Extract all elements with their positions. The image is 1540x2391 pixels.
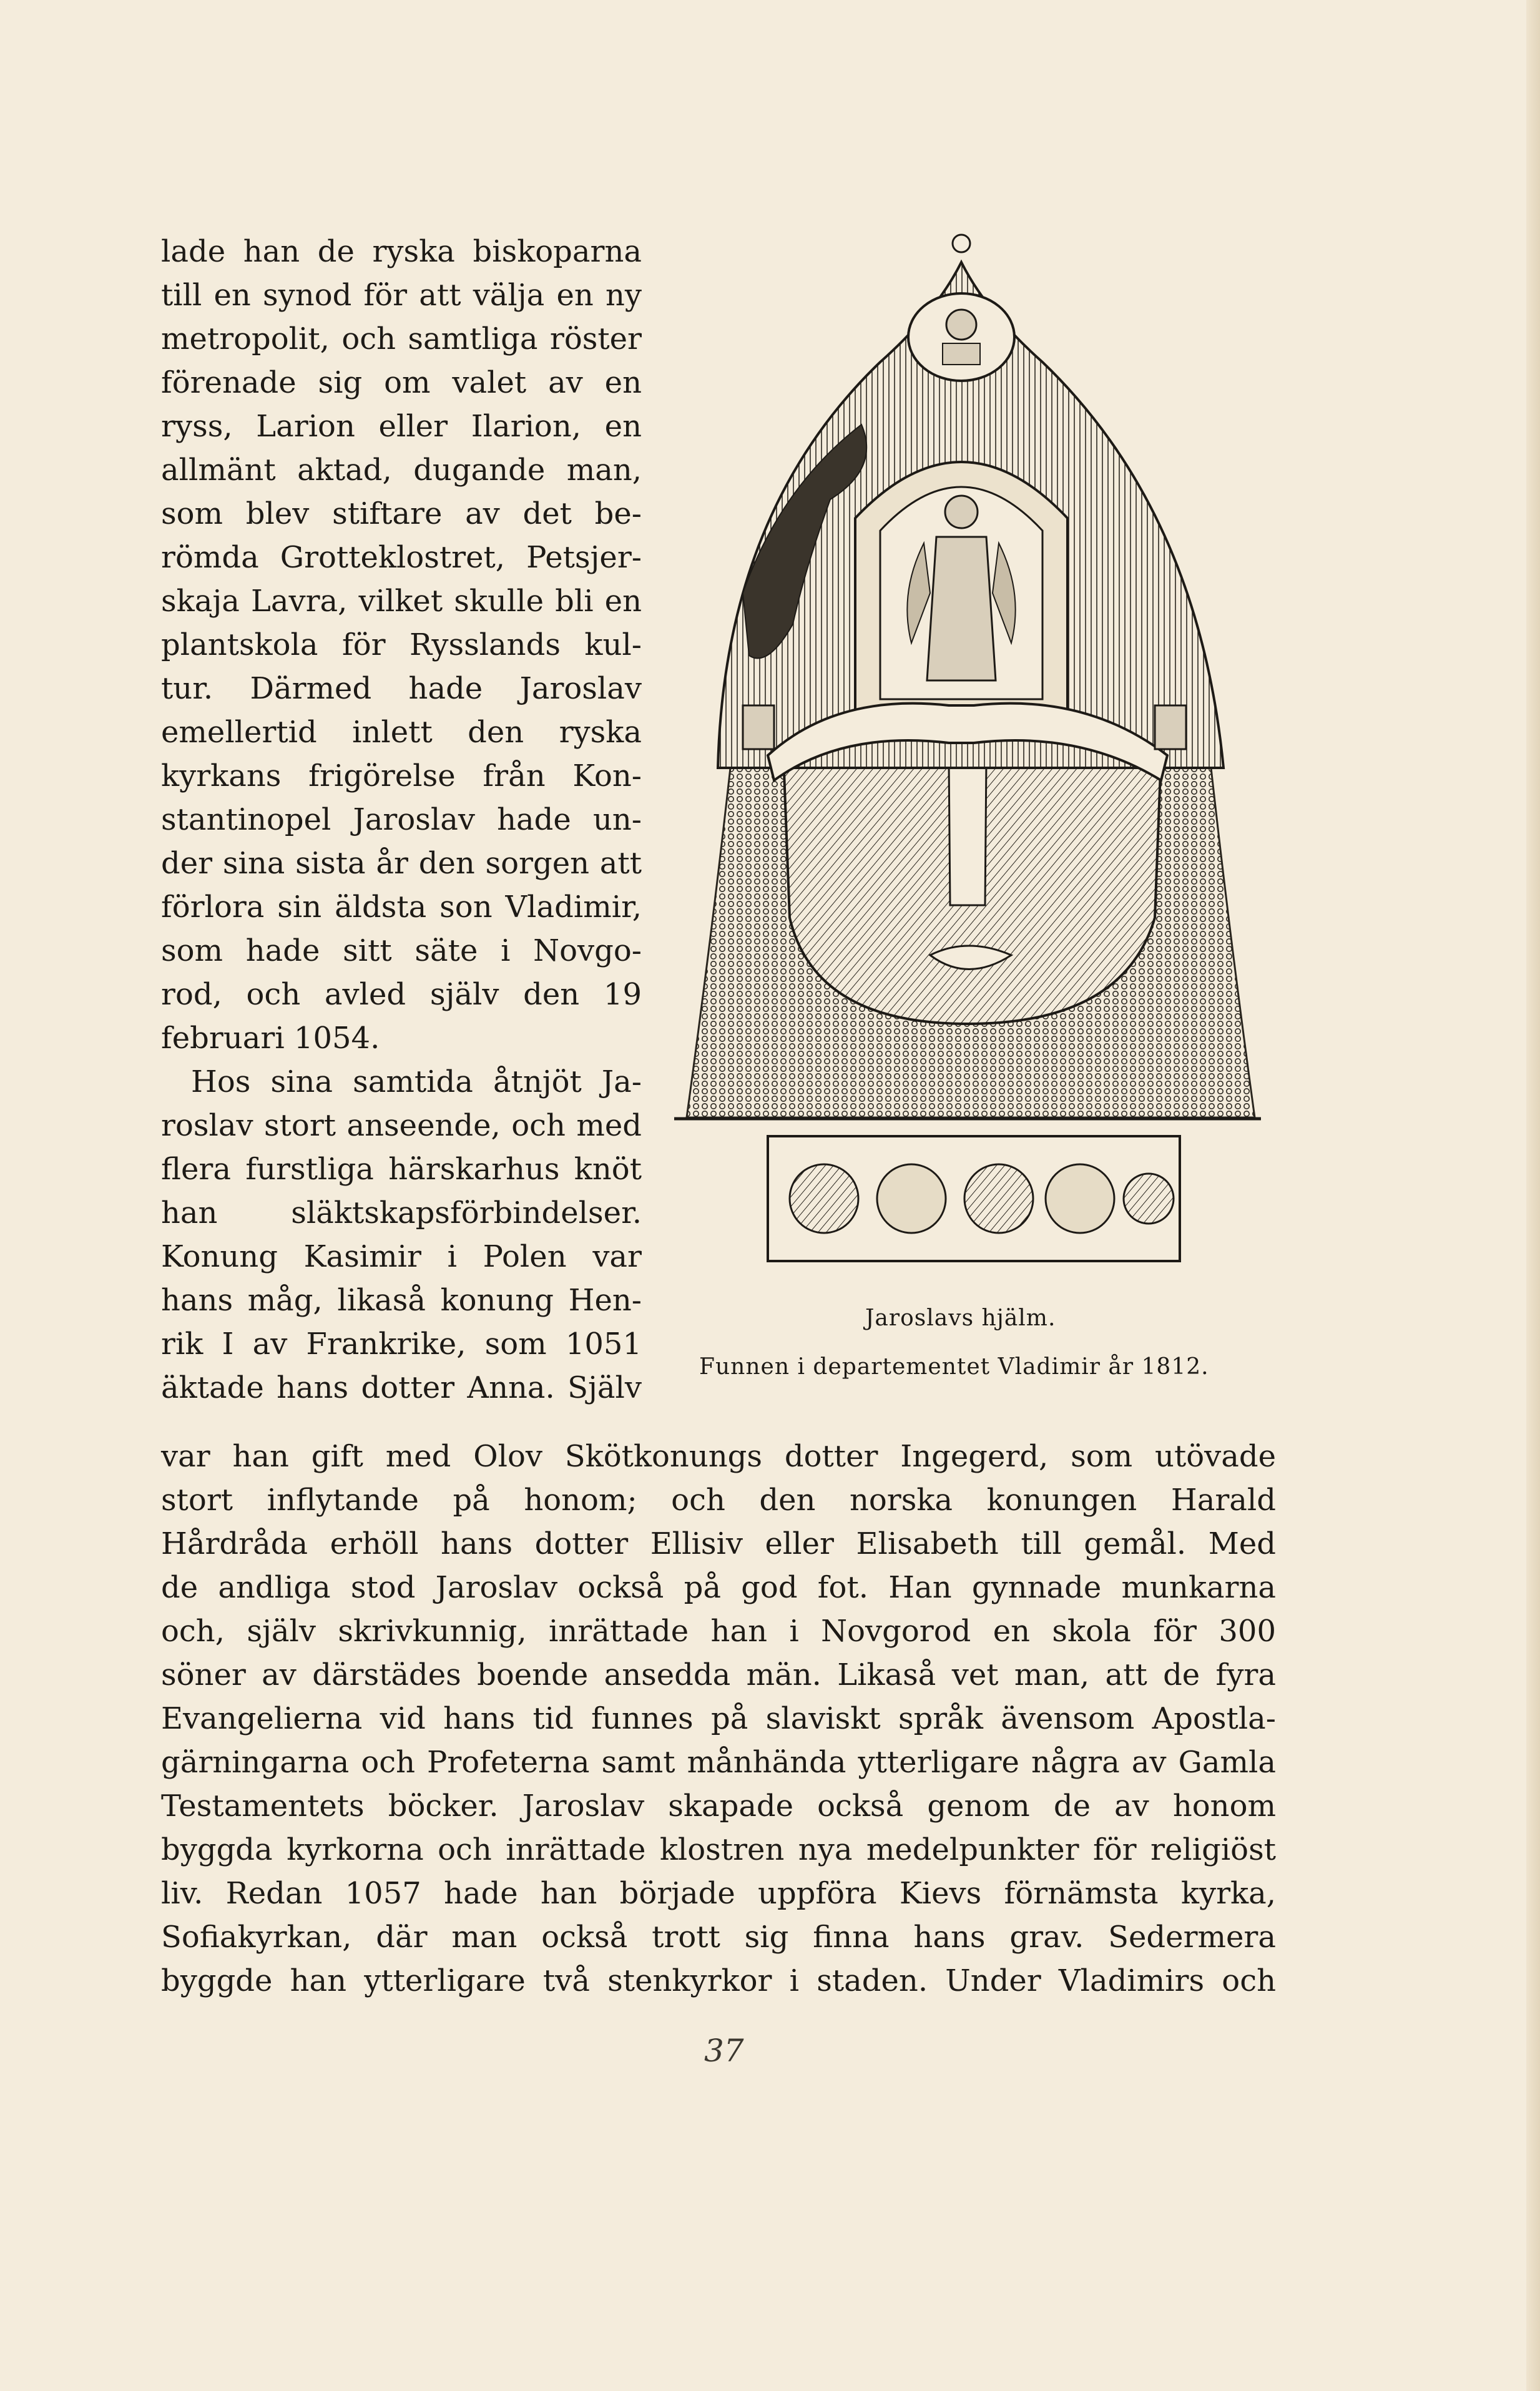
- text-line: metropolit, och samtliga röster: [161, 322, 642, 356]
- text-line: hans måg, likaså konung Hen-: [161, 1283, 642, 1318]
- text-line: gärningarna och Profeterna samt månhända ytterligare några av Gamla: [161, 1745, 1276, 1780]
- text-line: söner av därstädes boende ansedda män. Likaså vet man, att de fyra: [161, 1657, 1276, 1692]
- page-number: 37: [704, 2033, 744, 2069]
- text-line: stantinopel Jaroslav hade un-: [161, 802, 642, 837]
- text-line: Testamentets böcker. Jaroslav skapade också genom de av honom: [161, 1789, 1276, 1824]
- text-line: emellertid inlett den ryska: [161, 715, 642, 750]
- text-line: byggda kyrkorna och inrättade klostren nya medelpunkter för religiöst: [161, 1832, 1276, 1867]
- page-edge: [1526, 0, 1540, 2391]
- text-line: flera furstliga härskarhus knöt: [161, 1152, 642, 1187]
- text-line: tur. Därmed hade Jaroslav: [161, 671, 642, 706]
- text-line: och, själv skrivkunnig, inrättade han i Novgorod en skola för 300: [161, 1614, 1276, 1649]
- text-line: äktade hans dotter Anna. Själv: [161, 1370, 642, 1405]
- text-line: de andliga stod Jaroslav också på god fot. Han gynnade munkarna: [161, 1570, 1276, 1605]
- text-line: römda Grotteklostret, Petsjer-: [161, 540, 642, 575]
- text-line: Evangelierna vid hans tid funnes på slaviskt språk ävensom Apostla-: [161, 1701, 1276, 1736]
- text-line: der sina sista år den sorgen att: [161, 846, 642, 881]
- text-line: Sofiakyrkan, där man också trott sig finna hans grav. Sedermera: [161, 1920, 1276, 1955]
- text-line: plantskola för Rysslands kul-: [161, 627, 642, 662]
- text-line: februari 1054.: [161, 1021, 380, 1056]
- text-line: till en synod för att välja en ny: [161, 278, 642, 313]
- figure-caption-subtitle: Funnen i departementet Vladimir år 1812.: [699, 1354, 1209, 1380]
- text-line: var han gift med Olov Skötkonungs dotter Ingegerd, som utövade: [161, 1439, 1276, 1474]
- text-line: stort inflytande på honom; och den norska konungen Harald: [161, 1483, 1276, 1518]
- text-line: ryss, Larion eller Ilarion, en: [161, 409, 642, 444]
- full-width-paragraph: [161, 1435, 1276, 2003]
- text-line: lade han de ryska biskoparna: [161, 234, 642, 269]
- text-line: allmänt aktad, dugande man,: [161, 453, 642, 488]
- text-line: Hos sina samtida åtnjöt Ja-: [191, 1064, 642, 1099]
- figure-caption-title: Jaroslavs hjälm.: [865, 1305, 1056, 1331]
- text-line: byggde han ytterligare två stenkyrkor i staden. Under Vladimirs och: [161, 1963, 1276, 1998]
- text-line: som blev stiftare av det be-: [161, 496, 642, 531]
- text-line: Konung Kasimir i Polen var: [161, 1239, 642, 1274]
- text-line: rod, och avled själv den 19: [161, 977, 642, 1012]
- text-line: skaja Lavra, vilket skulle bli en: [161, 584, 642, 619]
- text-line: förenade sig om valet av en: [161, 365, 642, 400]
- text-line: roslav stort anseende, och med: [161, 1108, 642, 1143]
- text-line: liv. Redan 1057 hade han började uppföra Kievs förnämsta kyrka,: [161, 1876, 1276, 1911]
- text-line: rik I av Frankrike, som 1051: [161, 1327, 642, 1362]
- text-line: som hade sitt säte i Novgo-: [161, 933, 642, 968]
- helmet-drawing: [674, 218, 1267, 1292]
- text-line: han släktskapsförbindelser.: [161, 1196, 642, 1230]
- helmet-illustration: [674, 218, 1267, 1292]
- text-line: förlora sin äldsta son Vladimir,: [161, 890, 642, 925]
- text-line: Hårdråda erhöll hans dotter Ellisiv eller Elisabeth till gemål. Med: [161, 1526, 1276, 1561]
- text-line: kyrkans frigörelse från Kon-: [161, 759, 642, 793]
- column-paragraph: [161, 230, 642, 1410]
